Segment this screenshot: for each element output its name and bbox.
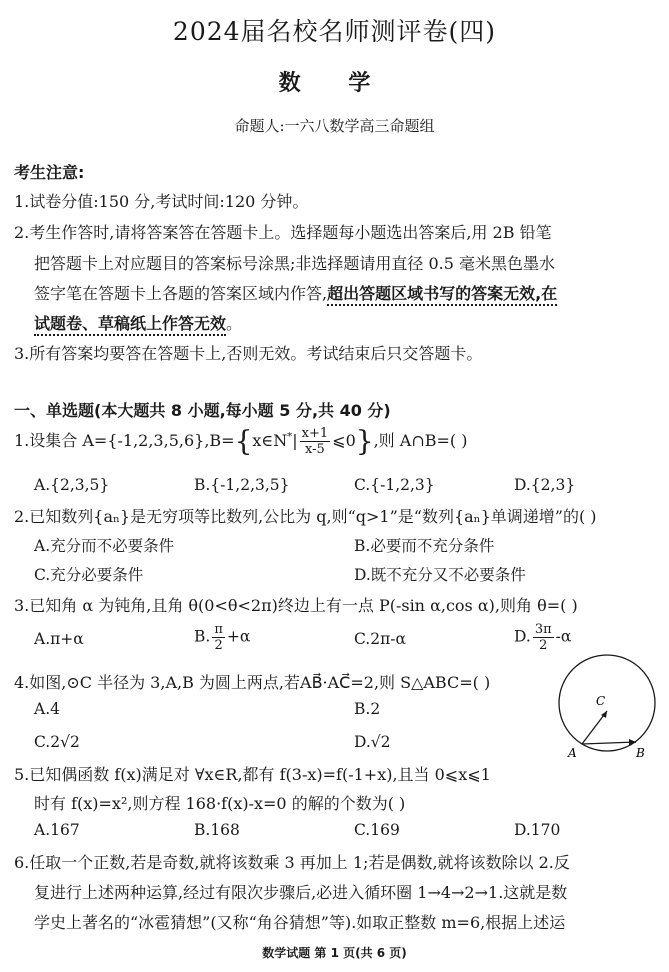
q2-option-c: C.充分必要条件 (34, 566, 144, 584)
q5-option-c: C.169 (354, 821, 400, 839)
notice-item-3: 3.所有答案均要答在答题卡上,否则无效。考试结束后只交答题卡。 (14, 344, 483, 363)
q3-b-den: 2 (214, 638, 223, 653)
section-1-heading: 一、单选题(本大题共 8 小题,每小题 5 分,共 40 分) (14, 401, 391, 420)
q3-b-prefix: B. (194, 627, 211, 646)
q3-option-b (194, 622, 250, 653)
q1-set-a: x∈N (252, 431, 288, 450)
notice-item-2-line-3 (34, 281, 557, 304)
question-2-stem: 2.已知数列{aₙ}是无穷项等比数列,公比为 q,则“q>1”是“数列{aₙ}单调递增”的( ) (14, 507, 597, 526)
question-6-line-2: 复进行上述两种运算,经过有限次步骤后,必进入循环圈 1→4→2→1.这就是数 (34, 883, 568, 902)
notice-item-1: 1.试卷分值:150 分,考试时间:120 分钟。 (14, 192, 309, 211)
label-a: A (568, 746, 577, 760)
q3-b-fraction (212, 622, 225, 653)
q3-option-a: A.π+α (34, 630, 84, 648)
q3-d-suffix: -α (555, 627, 572, 646)
page-footer: 数学试题 第 1 页(共 6 页) (262, 946, 407, 960)
subject-title: 数 学 (278, 71, 391, 96)
q4-option-a: A.4 (34, 700, 60, 718)
notice-item-2-end: 。 (226, 314, 243, 333)
question-3-stem: 3.已知角 α 为钝角,且角 θ(0<θ<2π)终边上有一点 P(-sin α,cos α),则角 θ=( ) (14, 596, 578, 615)
q5-option-b: B.168 (194, 821, 240, 839)
notice-item-2-line-1: 2.考生作答时,请将答案答在答题卡上。选择题每小题选出答案后,用 2B 铅笔 (14, 223, 552, 242)
q1-set-b: | (292, 431, 298, 450)
q3-d-num: 3π (534, 622, 552, 637)
q5-option-d: D.170 (514, 821, 561, 839)
q3-d-fraction (533, 622, 554, 653)
right-brace: } (355, 424, 374, 458)
q3-b-num: π (214, 622, 223, 637)
q3-option-c: C.2π-α (354, 630, 406, 648)
notice-warning-b: 试题卷、草稿纸上作答无效 (34, 314, 226, 336)
q1-fraction (300, 426, 331, 457)
q1-stem-b: ,则 A∩B=( ) (373, 431, 468, 450)
q2-option-d: D.既不充分又不必要条件 (354, 566, 526, 584)
q4-option-c: C.2√2 (34, 733, 80, 751)
q4-option-b: B.2 (354, 700, 381, 718)
q3-option-d (514, 622, 571, 653)
q1-option-d: D.{2,3} (514, 476, 576, 494)
q1-option-a: A.{2,3,5} (34, 476, 110, 494)
author-line: 命题人:一六八数学高三命题组 (234, 117, 435, 135)
q2-option-b: B.必要而不充分条件 (354, 537, 495, 555)
circle-figure (552, 653, 662, 761)
segment-ab (582, 742, 636, 744)
q1-stem-a: 1.设集合 A={-1,2,3,5,6},B= (14, 431, 235, 450)
q3-d-prefix: D. (514, 627, 531, 646)
left-brace: { (234, 424, 253, 458)
question-1-stem (14, 426, 467, 457)
label-c: C (596, 694, 606, 708)
q5-option-a: A.167 (34, 821, 80, 839)
q1-option-b: B.{-1,2,3,5} (194, 476, 290, 494)
q3-d-den: 2 (539, 638, 548, 653)
notice-item-2-line-4 (34, 311, 242, 334)
q3-b-suffix: +α (226, 627, 251, 646)
q1-frac-num: x+1 (301, 426, 329, 441)
notice-heading: 考生注意: (14, 163, 85, 182)
q4-option-d: D.√2 (354, 733, 391, 751)
q1-frac-den: x-5 (305, 442, 325, 457)
question-5-line-1: 5.已知偶函数 f(x)满足对 ∀x∈R,都有 f(3-x)=f(-1+x),且当 0⩽x⩽1 (14, 765, 491, 784)
question-6-line-1: 6.任取一个正数,若是奇数,就将该数乘 3 再加上 1;若是偶数,就将该数除以 2.反 (14, 853, 570, 872)
question-5-line-2: 时有 f(x)=x²,则方程 168·f(x)-x=0 的解的个数为( ) (34, 794, 406, 813)
question-4-stem: 4.如图,⊙C 半径为 3,A,B 为圆上两点,若AB⃗·AC⃗=2,则 S△ABC=( ) (14, 673, 491, 692)
circle-c (559, 655, 655, 751)
q1-set-c: ⩽0 (332, 431, 356, 450)
label-b: B (636, 746, 645, 760)
q2-option-a: A.充分而不必要条件 (34, 537, 175, 555)
q1-set-sup: * (287, 431, 293, 443)
notice-item-2-text: 签字笔在答题卡上各题的答案区域内作答, (34, 284, 328, 303)
exam-title: 2024届名校名师测评卷(四) (172, 17, 497, 46)
question-6-line-3: 学史上著名的“冰雹猜想”(又称“角谷猜想”等).如取正整数 m=6,根据上述运 (34, 913, 566, 932)
notice-item-2-line-2: 把答题卡上对应题目的答案标号涂黑;非选择题请用直径 0.5 毫米黑色墨水 (34, 254, 556, 273)
q1-option-c: C.{-1,2,3} (354, 476, 435, 494)
notice-warning-a: 超出答题区域书写的答案无效,在 (327, 284, 557, 306)
